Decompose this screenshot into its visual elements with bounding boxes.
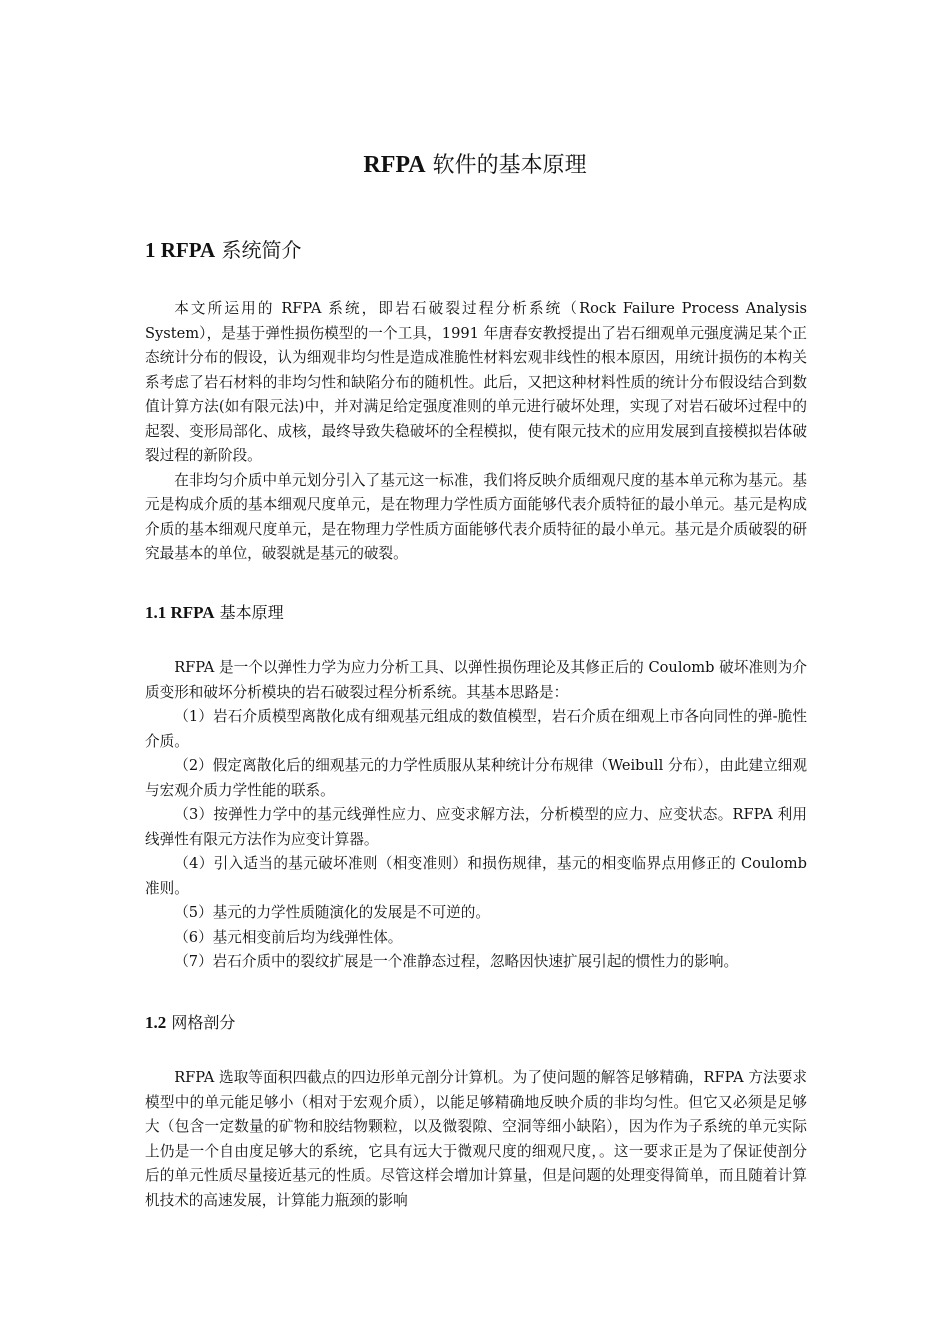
principle-list-item: （4）引入适当的基元破坏准则（相变准则）和损伤规律，基元的相变临界点用修正的 Coulomb 准则。 bbox=[145, 855, 807, 897]
document-title-text: 软件的基本原理 bbox=[425, 153, 587, 178]
section-1-2-title: 网格剖分 bbox=[166, 1013, 236, 1032]
principle-list-item: （7）岩石介质中的裂纹扩展是一个准静态过程，忽略因快速扩展引起的惯性力的影响。 bbox=[174, 953, 739, 970]
section-1-2-heading bbox=[145, 1010, 235, 1036]
section-1-1-number: 1.1 RFPA bbox=[145, 603, 215, 622]
section-1-paragraph: 在非均匀介质中单元划分引入了基元这一标准，我们将反映介质细观尺度的基本单元称为基元。基元是构成介质的基本细观尺度单元，是在物理力学性质方面能够代表介质特征的最小单元。基元是构成介质的基本细观尺度单元，是在物理力学性质方面能够代表介质特征的最小单元。基元是介质破裂的研究最基本的单位，破裂就是基元的破裂。 bbox=[145, 471, 807, 562]
document-title bbox=[0, 148, 950, 183]
section-1-1-heading bbox=[145, 600, 284, 626]
section-1-2-paragraph: RFPA 选取等面积四截点的四边形单元剖分计算机。为了使问题的解答足够精确，RFPA 方法要求模型中的单元能足够小（相对于宏观介质），以能足够精确地反映介质的非均匀性。但它又必须是足够大（包含一定数量的矿物和胶结物颗粒，以及微裂隙、空洞等细小缺陷），因为作为子系统的单元实际上仍是一个自由度足够大的系统，它具有远大于微观尺度的细观尺度，。这一要求正是为了保证使剖分后的单元性质尽量接近基元的性质。尽管这样会增加计算量，但是问题的处理变得简单，而且随着计算机技术的高速发展，计算能力瓶颈的影响 bbox=[145, 1069, 807, 1209]
section-1-1-intro: RFPA 是一个以弹性力学为应力分析工具、以弹性损伤理论及其修正后的 Coulomb 破坏准则为介质变形和破坏分析模块的岩石破裂过程分析系统。其基本思路是： bbox=[145, 659, 807, 701]
principle-list-item: （1）岩石介质模型离散化成有细观基元组成的数值模型，岩石介质在细观上市各向同性的弹-脆性介质。 bbox=[145, 708, 807, 750]
section-1-number: 1 RFPA bbox=[145, 238, 216, 262]
section-1-body bbox=[145, 297, 807, 567]
section-1-paragraph: 本文所运用的 RFPA 系统，即岩石破裂过程分析系统（Rock Failure Process Analysis System），是基于弹性损伤模型的一个工具，1991 年唐春安教授提出了岩石细观单元强度满足某个正态统计分布的假设，认为细观非均匀性是造成准脆性材料宏观非线性的根本原因，用统计损伤的本构关系考虑了岩石材料的非均匀性和缺陷分布的随机性。此后，又把这种材料性质的统计分布假设结合到数值计算方法(如有限元法)中，并对满足给定强度准则的单元进行破坏处理，实现了对岩石破坏过程中的起裂、变形局部化、成核，最终导致失稳破坏的全程模拟，使有限元技术的应用发展到直接模拟岩体破裂过程的新阶段。 bbox=[145, 300, 807, 464]
section-1-2-number: 1.2 bbox=[145, 1013, 167, 1032]
principle-list-item: （3）按弹性力学中的基元线弹性应力、应变求解方法，分析模型的应力、应变状态。RFPA 利用线弹性有限元方法作为应变计算器。 bbox=[145, 806, 807, 848]
section-1-heading bbox=[145, 234, 302, 266]
section-1-1-title: 基本原理 bbox=[214, 603, 284, 622]
principle-list-item: （2）假定离散化后的细观基元的力学性质服从某种统计分布规律（Weibull 分布），由此建立细观与宏观介质力学性能的联系。 bbox=[145, 757, 807, 799]
section-1-1-body bbox=[145, 656, 807, 975]
document-title-latin: RFPA bbox=[363, 152, 426, 178]
section-1-2-body bbox=[145, 1066, 807, 1213]
principle-list-item: （6）基元相变前后均为线弹性体。 bbox=[174, 928, 403, 946]
principle-list-item: （5）基元的力学性质随演化的发展是不可逆的。 bbox=[174, 904, 490, 921]
section-1-title: 系统简介 bbox=[215, 238, 302, 262]
